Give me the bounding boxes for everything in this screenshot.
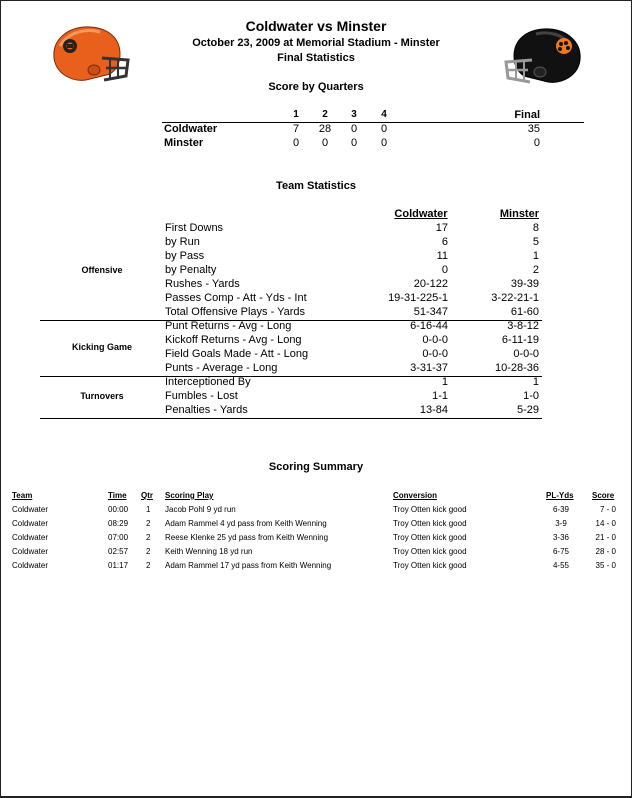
stat-value: 8 — [532, 222, 539, 234]
stat-value: 39-39 — [510, 278, 539, 290]
team-statistics-heading: Team Statistics — [276, 180, 356, 192]
section-divider — [40, 376, 542, 377]
page-title: Coldwater vs Minster — [245, 18, 387, 34]
col-header-time: Time — [108, 491, 127, 500]
row-qtr: 1 — [146, 505, 151, 514]
stat-label: by Penalty — [165, 264, 217, 276]
quarter-header: 3 — [351, 109, 357, 120]
stat-label: by Run — [165, 236, 200, 248]
game-subtitle: October 23, 2009 at Memorial Stadium - Minster — [192, 37, 440, 49]
stat-label: Total Offensive Plays - Yards — [165, 306, 306, 318]
row-qtr: 2 — [146, 561, 151, 570]
stat-label: Fumbles - Lost — [165, 390, 238, 402]
row-play: Jacob Pohl 9 yd run — [165, 505, 236, 514]
stat-value: 51-347 — [413, 306, 448, 318]
row-team: Coldwater — [12, 547, 49, 556]
col-header-score: Score — [592, 491, 615, 500]
row-score: 28 - 0 — [595, 547, 616, 556]
stat-value: 1 — [532, 376, 539, 388]
stat-value: 19-31-225-1 — [388, 292, 448, 304]
row-score: 35 - 0 — [595, 561, 616, 570]
row-time: 01:17 — [108, 561, 129, 570]
quarter-header: 4 — [381, 109, 387, 120]
row-conversion: Troy Otten kick good — [393, 547, 467, 556]
row-play: Adam Rammel 4 yd pass from Keith Wenning — [165, 519, 327, 528]
row-score: 21 - 0 — [595, 533, 616, 542]
stats-col-header: Coldwater — [394, 208, 448, 220]
row-play: Keith Wenning 18 yd run — [165, 547, 253, 556]
stat-value: 11 — [436, 250, 448, 262]
row-conversion: Troy Otten kick good — [393, 505, 467, 514]
stat-value: 20-122 — [413, 278, 448, 290]
stat-label: Penalties - Yards — [165, 404, 248, 416]
stat-label: Field Goals Made - Att - Long — [165, 348, 309, 360]
row-qtr: 2 — [146, 533, 151, 542]
stat-value: 0-0-0 — [422, 334, 448, 346]
stat-value: 6 — [441, 236, 448, 248]
stat-value: 5 — [532, 236, 539, 248]
col-header-pl-yds: PL-Yds — [546, 491, 574, 500]
row-pl-yds: 4-55 — [552, 561, 569, 570]
row-conversion: Troy Otten kick good — [393, 519, 467, 528]
row-team: Coldwater — [12, 505, 49, 514]
stat-label: Passes Comp - Att - Yds - Int — [165, 292, 307, 304]
stat-value: 1-0 — [523, 390, 539, 402]
row-pl-yds: 3-36 — [552, 533, 569, 542]
row-time: 02:57 — [108, 547, 129, 556]
stat-label: Interceptioned By — [165, 376, 251, 388]
quarter-score: 0 — [350, 123, 358, 135]
quarter-header: 2 — [322, 109, 328, 120]
row-score: 7 - 0 — [599, 505, 616, 514]
team-name: Minster — [164, 137, 204, 149]
row-pl-yds: 6-75 — [552, 547, 569, 556]
stat-value: 1-1 — [432, 390, 448, 402]
row-play: Adam Rammel 17 yd pass from Keith Wenning — [165, 561, 332, 570]
quarter-header: 1 — [293, 109, 299, 120]
row-qtr: 2 — [146, 519, 151, 528]
section-divider — [40, 418, 542, 419]
quarter-score: 0 — [321, 137, 329, 149]
stat-label: Punt Returns - Avg - Long — [165, 320, 292, 332]
stat-value: 61-60 — [510, 306, 539, 318]
stat-value: 0-0-0 — [513, 348, 539, 360]
scoring-summary-heading: Scoring Summary — [268, 461, 364, 473]
stat-label: Rushes - Yards — [165, 278, 240, 290]
row-team: Coldwater — [12, 519, 49, 528]
quarter-score: 0 — [350, 137, 358, 149]
stat-value: 6-11-19 — [501, 334, 539, 346]
col-header-qtr: Qtr — [141, 491, 153, 500]
stat-label: Kickoff Returns - Avg - Long — [165, 334, 302, 346]
stats-col-header: Minster — [499, 208, 539, 220]
col-header-scoring-play: Scoring Play — [165, 491, 214, 500]
col-header-conversion: Conversion — [393, 491, 438, 500]
row-play: Reese Klenke 25 yd pass from Keith Wenning — [165, 533, 329, 542]
stat-value: 1 — [532, 250, 539, 262]
row-team: Coldwater — [12, 561, 49, 570]
row-time: 00:00 — [108, 505, 129, 514]
stat-value: 6-16-44 — [410, 320, 448, 332]
quarter-score: 0 — [380, 137, 388, 149]
row-time: 08:29 — [108, 519, 129, 528]
final-score: 35 — [527, 123, 540, 135]
stats-group-label: Kicking Game — [71, 342, 133, 352]
row-conversion: Troy Otten kick good — [393, 561, 467, 570]
team-name: Coldwater — [164, 123, 218, 135]
stat-label: by Pass — [165, 250, 205, 262]
row-team: Coldwater — [12, 533, 49, 542]
stats-group-label: Turnovers — [80, 391, 124, 401]
stat-value: 10-28-36 — [494, 362, 539, 374]
stat-value: 0 — [441, 264, 448, 276]
stat-value: 3-8-12 — [507, 320, 539, 332]
stat-label: First Downs — [165, 222, 224, 234]
final-header: Final — [514, 109, 540, 121]
stat-value: 17 — [435, 222, 448, 234]
quarter-score: 0 — [292, 137, 300, 149]
row-conversion: Troy Otten kick good — [393, 533, 467, 542]
stat-value: 3-22-21-1 — [491, 292, 539, 304]
quarter-score: 0 — [380, 123, 388, 135]
final-statistics-label: Final Statistics — [277, 52, 355, 64]
row-pl-yds: 6-39 — [552, 505, 569, 514]
stat-value: 0-0-0 — [422, 348, 448, 360]
row-time: 07:00 — [108, 533, 129, 542]
stats-group-label: Offensive — [81, 265, 123, 275]
row-score: 14 - 0 — [595, 519, 616, 528]
quarter-score: 7 — [292, 123, 300, 135]
stat-label: Punts - Average - Long — [165, 362, 278, 374]
col-header-team: Team — [12, 491, 33, 500]
stat-value: 1 — [441, 376, 448, 388]
quarter-score: 28 — [318, 123, 332, 135]
stat-value: 5-29 — [516, 404, 539, 416]
stat-value: 13-84 — [419, 404, 448, 416]
row-pl-yds: 3-9 — [555, 519, 567, 528]
score-by-quarters-heading: Score by Quarters — [268, 81, 364, 93]
row-qtr: 2 — [146, 547, 151, 556]
final-score: 0 — [533, 137, 540, 149]
stat-value: 3-31-37 — [410, 362, 448, 374]
stat-value: 2 — [532, 264, 539, 276]
